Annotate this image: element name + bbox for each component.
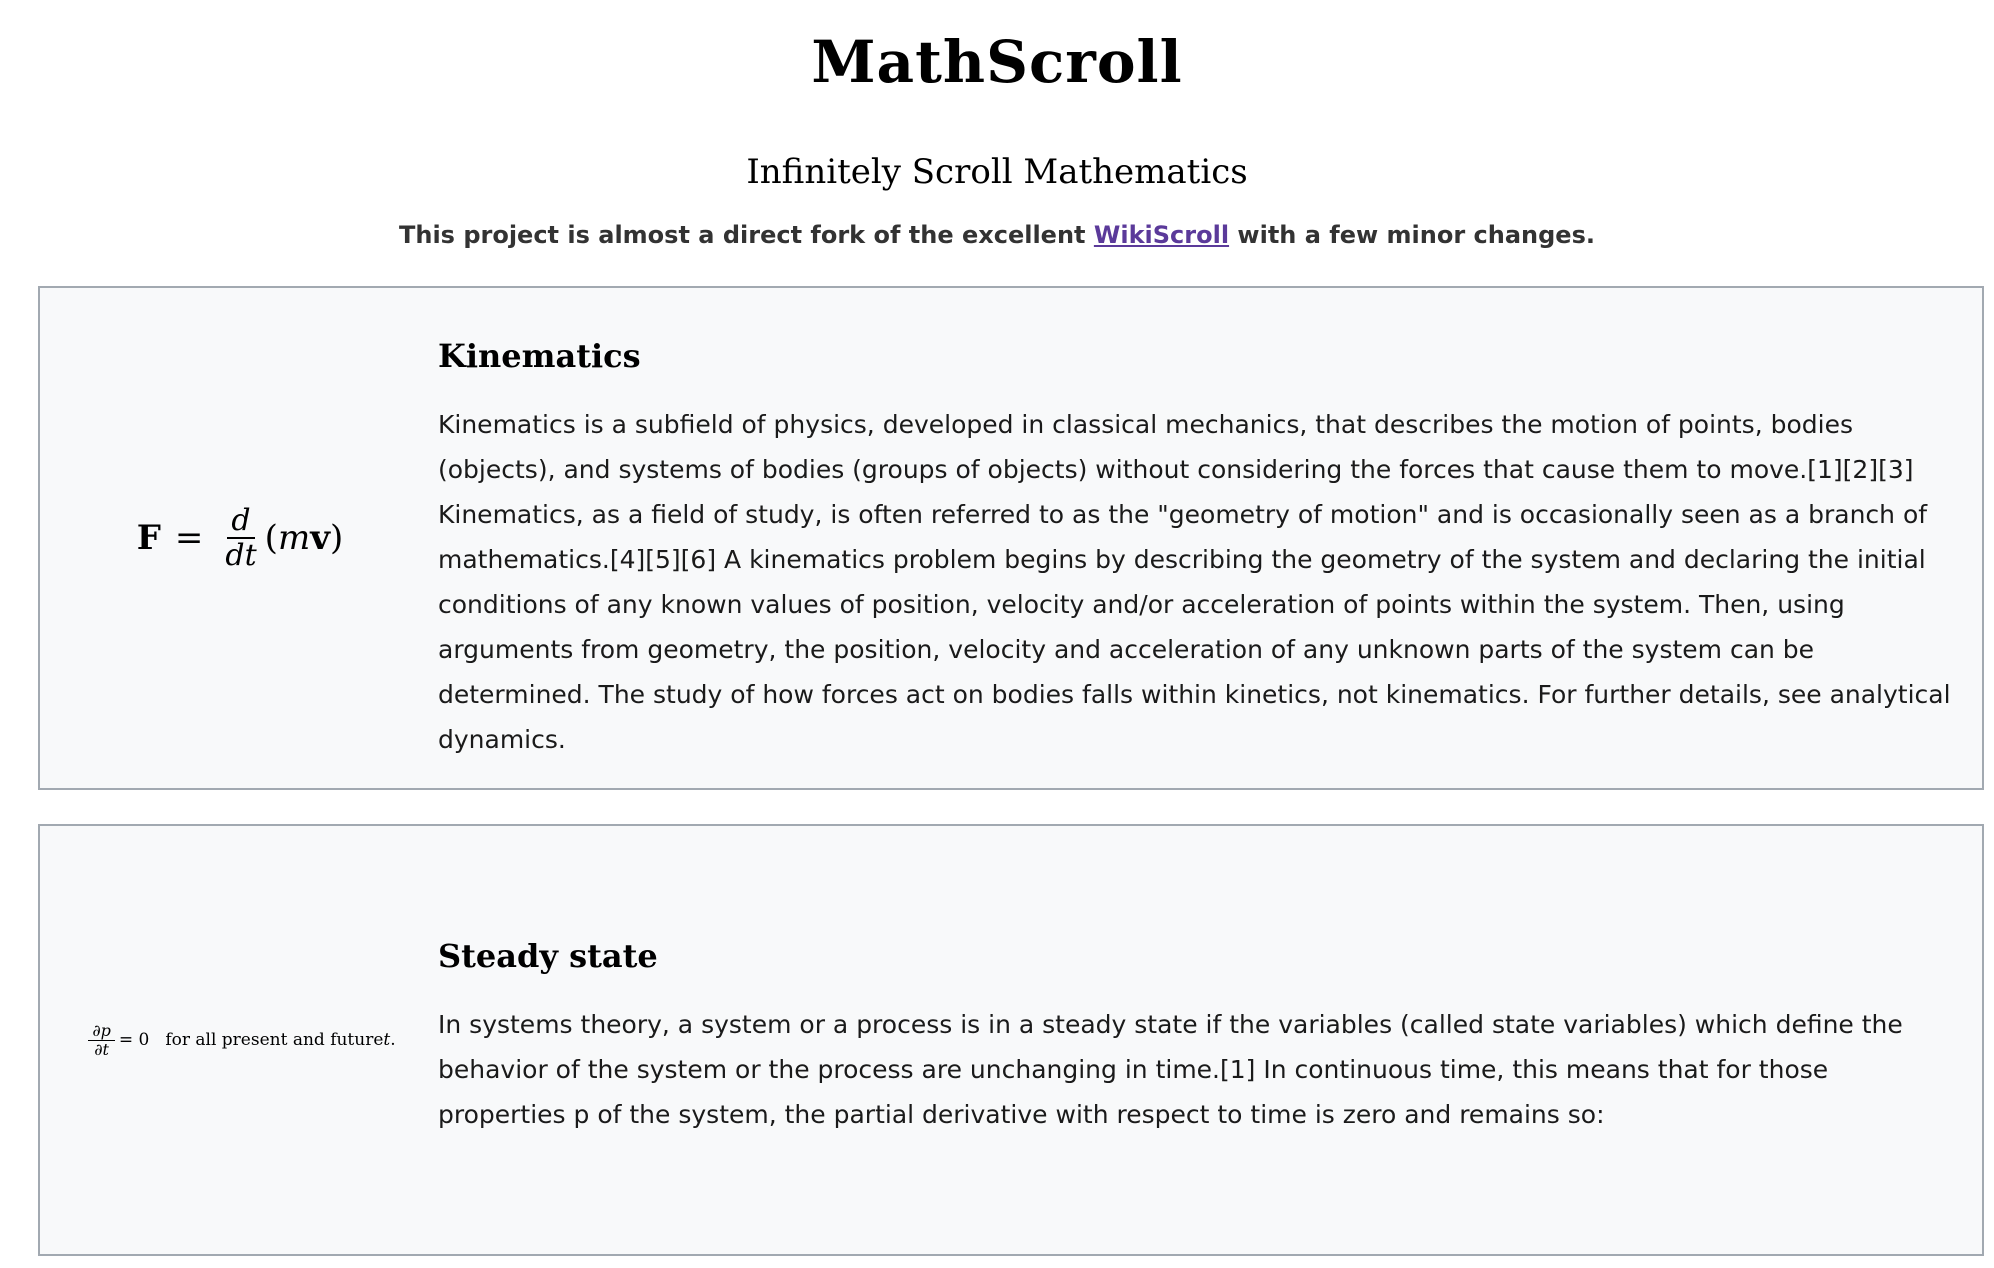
card-text: In systems theory, a system or a process is in a steady state if the variables (called state variables) which define the behavior of the system or the process are unchanging in time.[1] In continuous time, this means that for those properties p of the system, the partial derivative with respect to time is zero and remains so: [438, 1010, 1903, 1129]
formula-expression [84, 1022, 395, 1058]
wikiscroll-link[interactable]: WikiScroll [1093, 221, 1230, 249]
article-card-kinematics[interactable] [38, 286, 1984, 790]
formula-time-variable: t [383, 1030, 391, 1050]
formula-mass: m [277, 518, 311, 558]
site-subtitle: Infinitely Scroll Mathematics [746, 152, 1248, 192]
tagline-suffix: with a few minor changes. [1229, 221, 1595, 249]
formula-denominator: ∂t [94, 1039, 109, 1059]
formula-expression [137, 504, 343, 572]
formula-condition: for all present and future [165, 1030, 384, 1050]
formula-equals-zero: = 0 [118, 1030, 150, 1050]
formula-steady-state [40, 826, 440, 1254]
card-body [438, 934, 1958, 1137]
formula-paren-open: ( [264, 518, 278, 558]
formula-kinematics [40, 288, 440, 788]
formula-paren-close: ) [329, 518, 344, 558]
formula-velocity: v [310, 518, 330, 558]
card-title[interactable]: Kinematics [438, 337, 641, 375]
formula-force-symbol: F [136, 518, 161, 558]
article-card-steady-state[interactable] [38, 824, 1984, 1256]
site-title: MathScroll [811, 28, 1183, 96]
formula-denominator: dt [225, 538, 257, 573]
formula-equals: = [174, 518, 204, 558]
formula-fraction [221, 504, 260, 572]
card-title[interactable]: Steady state [438, 937, 658, 975]
card-body [438, 334, 1958, 762]
tagline [0, 218, 1994, 252]
formula-period: . [390, 1030, 396, 1050]
formula-numerator: d [227, 504, 254, 539]
formula-fraction [88, 1022, 115, 1058]
formula-numerator: ∂p [88, 1022, 115, 1041]
tagline-prefix: This project is almost a direct fork of the excellent [399, 221, 1094, 249]
card-text: Kinematics is a subfield of physics, developed in classical mechanics, that describes the motion of points, bodies (objects), and systems of bodies (groups of objects) without considering the forces that cause them to move.[1][2][3] Kinematics, as a field of study, is often referred to as the "geometry of motion" and is occasionally seen as a branch of mathematics.[4][5][6] A kinematics problem begins by describing the geometry of the system and declaring the initial conditions of any known values of position, velocity and/or acceleration of points within the system. Then, using arguments from geometry, the position, velocity and acceleration of any unknown parts of the system can be determined. The study of how forces act on bodies falls within kinetics, not kinematics. For further details, see analytical dynamics. [438, 410, 1951, 754]
